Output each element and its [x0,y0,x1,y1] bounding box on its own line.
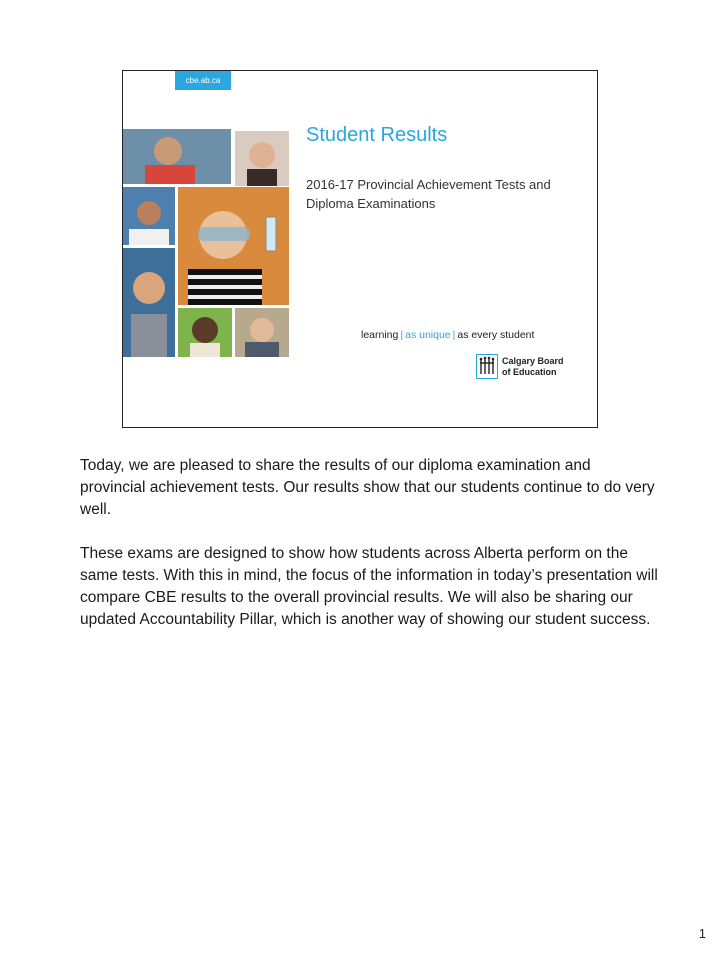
boy-writing-photo [123,129,231,184]
tagline-separator: | [400,329,404,341]
notes-paragraph-2: These exams are designed to show how students across Alberta perform on the same tests. With this in mind, the focus of the information in today’s presentation will compare CBE results to the overall provincial results. We will also be sharing our updated Accountability Pillar, which is another way of showing our student success. [80,545,658,628]
tagline-part2: as unique [405,329,451,341]
tagline-part3: as every student [457,329,535,341]
tagline-part1: learning [361,329,399,341]
notes-paragraph-1: Today, we are pleased to share the results of our diploma examination and provincial achievement tests. Our results show that our students continue to do very well. [80,457,655,518]
boy-microscope-photo [123,187,175,245]
slide-thumbnail [122,70,598,428]
tagline-separator: | [452,329,456,341]
boy-reading-photo [235,308,289,357]
speaker-notes [80,455,660,653]
girl-smiling-photo [178,308,232,357]
girl-portrait-photo [235,131,289,186]
cbe-logo-text: Calgary Board of Education [502,355,564,377]
cbe-logo [476,354,572,379]
tagline [361,329,534,341]
girl-goggles-photo [178,187,289,305]
url-tab: cbe.ab.ca [175,71,231,90]
slide-title: Student Results [306,124,448,146]
photo-collage [123,129,289,357]
slide-subtitle: 2016-17 Provincial Achievement Tests and Diploma Examinations [306,177,551,211]
boy-headphones-photo [123,248,175,357]
cbe-logo-icon [476,354,498,379]
page-number: 1 [698,926,706,941]
